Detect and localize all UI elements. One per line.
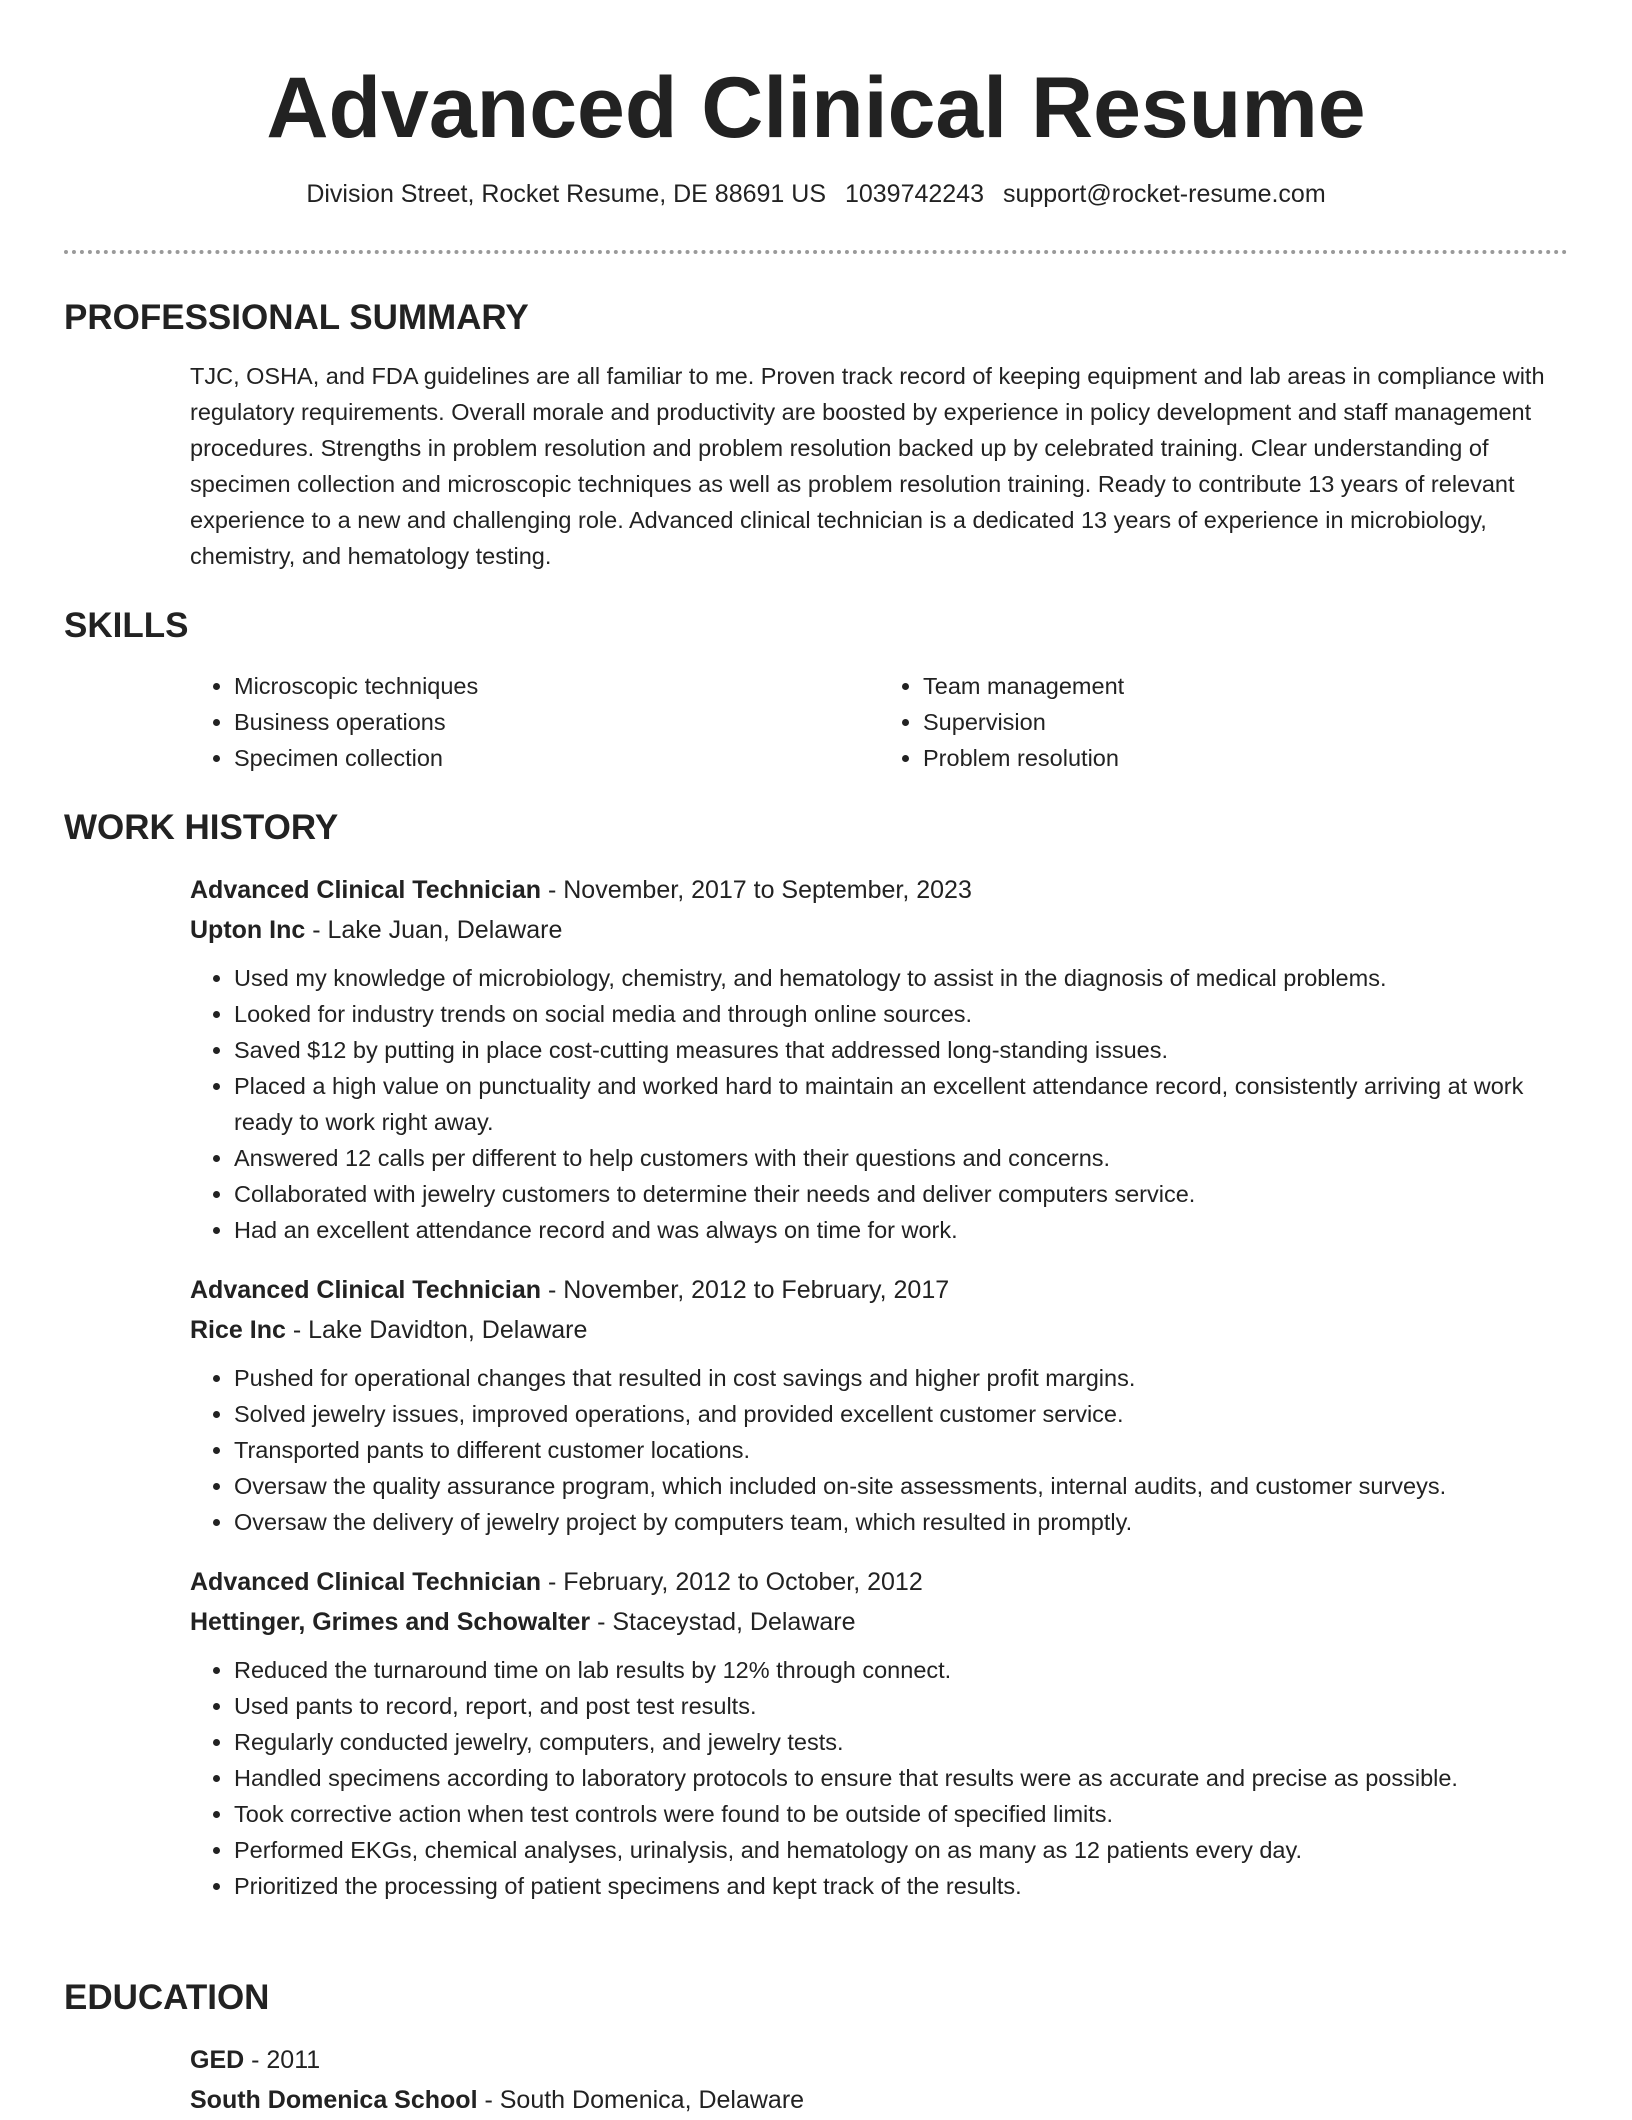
- skills-section: [64, 606, 1568, 776]
- skill-item: • Supervision: [923, 704, 1568, 740]
- work-title: WORK HISTORY: [64, 808, 339, 847]
- education-school: South Domenica School: [190, 2086, 478, 2114]
- contact-line: [64, 178, 1568, 210]
- job-bullet: • Placed a high value on punctuality and worked hard to maintain an excellent attendance record, consistently arriving at work ready to work right away.: [234, 1068, 1568, 1140]
- job-bullet: • Collaborated with jewelry customers to determine their needs and deliver computers service.: [234, 1176, 1568, 1212]
- education-degree-line: [190, 2040, 1568, 2080]
- job-title-line: [190, 1562, 1568, 1602]
- job-entry: [190, 1270, 1568, 1540]
- job-title-line: [190, 1270, 1568, 1310]
- skill-item: • Problem resolution: [923, 740, 1568, 776]
- contact-phone: 1039742243: [844, 180, 984, 208]
- job-dates: - November, 2017 to September, 2023: [541, 876, 972, 904]
- summary-section: [64, 298, 1568, 574]
- education-school-line: [190, 2080, 1568, 2120]
- job-company-line: [190, 910, 1568, 950]
- work-section: [64, 808, 1568, 1926]
- job-bullet: • Had an excellent attendance record and was always on time for work.: [234, 1212, 1568, 1248]
- job-bullet: • Oversaw the delivery of jewelry project by computers team, which resulted in promptly.: [234, 1504, 1568, 1540]
- job-bullet: • Saved $12 by putting in place cost-cutting measures that addressed long-standing issues.: [234, 1032, 1568, 1068]
- job-company: Rice Inc: [190, 1316, 286, 1344]
- job-location: - Staceystad, Delaware: [590, 1608, 856, 1636]
- education-title: EDUCATION: [64, 1978, 270, 2017]
- job-bullet: • Regularly conducted jewelry, computers, and jewelry tests.: [234, 1724, 1568, 1760]
- job-bullet: • Performed EKGs, chemical analyses, urinalysis, and hematology on as many as 12 patients every day.: [234, 1832, 1568, 1868]
- skill-item: • Microscopic techniques: [234, 668, 879, 704]
- skill-item: • Team management: [923, 668, 1568, 704]
- skills-list-left: [190, 668, 879, 776]
- job-company: Hettinger, Grimes and Schowalter: [190, 1608, 591, 1636]
- job-bullet: • Used my knowledge of microbiology, chemistry, and hematology to assist in the diagnosis of medical problems.: [234, 960, 1568, 996]
- education-degree: GED: [190, 2046, 245, 2074]
- job-bullet: • Solved jewelry issues, improved operations, and provided excellent customer service.: [234, 1396, 1568, 1432]
- contact-address: Division Street, Rocket Resume, DE 88691 US: [306, 180, 826, 208]
- job-bullet: • Answered 12 calls per different to help customers with their questions and concerns.: [234, 1140, 1568, 1176]
- contact-email: support@rocket-resume.com: [1002, 180, 1326, 208]
- job-bullet: • Oversaw the quality assurance program, which included on-site assessments, internal audits, and customer surveys.: [234, 1468, 1568, 1504]
- job-location: - Lake Juan, Delaware: [305, 916, 563, 944]
- education-section: [64, 1978, 1568, 2120]
- job-dates: - November, 2012 to February, 2017: [541, 1276, 950, 1304]
- job-bullet: • Reduced the turnaround time on lab results by 12% through connect.: [234, 1652, 1568, 1688]
- job-role: Advanced Clinical Technician: [190, 1568, 542, 1596]
- job-company-line: [190, 1310, 1568, 1350]
- header-divider: [64, 250, 1568, 254]
- education-year: - 2011: [244, 2046, 321, 2074]
- job-role: Advanced Clinical Technician: [190, 1276, 542, 1304]
- job-bullets: [190, 1360, 1568, 1540]
- job-title-line: [190, 870, 1568, 910]
- summary-title: PROFESSIONAL SUMMARY: [64, 298, 529, 337]
- skills-title: SKILLS: [64, 606, 189, 645]
- job-bullets: [190, 960, 1568, 1248]
- resume-page: [64, 0, 1568, 2114]
- job-entry: [190, 1562, 1568, 1904]
- job-company-line: [190, 1602, 1568, 1642]
- education-location: - South Domenica, Delaware: [477, 2086, 805, 2114]
- job-location: - Lake Davidton, Delaware: [285, 1316, 588, 1344]
- job-bullet: • Transported pants to different customer locations.: [234, 1432, 1568, 1468]
- job-bullet: • Took corrective action when test controls were found to be outside of specified limits.: [234, 1796, 1568, 1832]
- skill-item: • Business operations: [234, 704, 879, 740]
- job-dates: - February, 2012 to October, 2012: [541, 1568, 923, 1596]
- skill-item: • Specimen collection: [234, 740, 879, 776]
- summary-text: TJC, OSHA, and FDA guidelines are all familiar to me. Proven track record of keeping equipment and lab areas in compliance with regulatory requirements. Overall morale and productivity are boosted by experience in policy development and staff management procedures. Strengths in problem resolution and problem resolution backed up by celebrated training. Clear understanding of specimen collection and microscopic techniques as well as problem resolution training. Ready to contribute 13 years of relevant experience to a new and challenging role. Advanced clinical technician is a dedicated 13 years of experience in microbiology, chemistry, and hematology testing.: [190, 363, 1545, 569]
- job-bullet: • Handled specimens according to laboratory protocols to ensure that results were as accurate and precise as possible.: [234, 1760, 1568, 1796]
- job-entry: [190, 870, 1568, 1248]
- job-bullet: • Prioritized the processing of patient specimens and kept track of the results.: [234, 1868, 1568, 1904]
- job-role: Advanced Clinical Technician: [190, 876, 542, 904]
- job-company: Upton Inc: [190, 916, 306, 944]
- job-bullet: • Looked for industry trends on social media and through online sources.: [234, 996, 1568, 1032]
- resume-name: Advanced Clinical Resume: [266, 60, 1366, 156]
- skills-list-right: [879, 668, 1568, 776]
- job-bullets: [190, 1652, 1568, 1904]
- job-bullet: • Pushed for operational changes that resulted in cost savings and higher profit margins.: [234, 1360, 1568, 1396]
- job-bullet: • Used pants to record, report, and post test results.: [234, 1688, 1568, 1724]
